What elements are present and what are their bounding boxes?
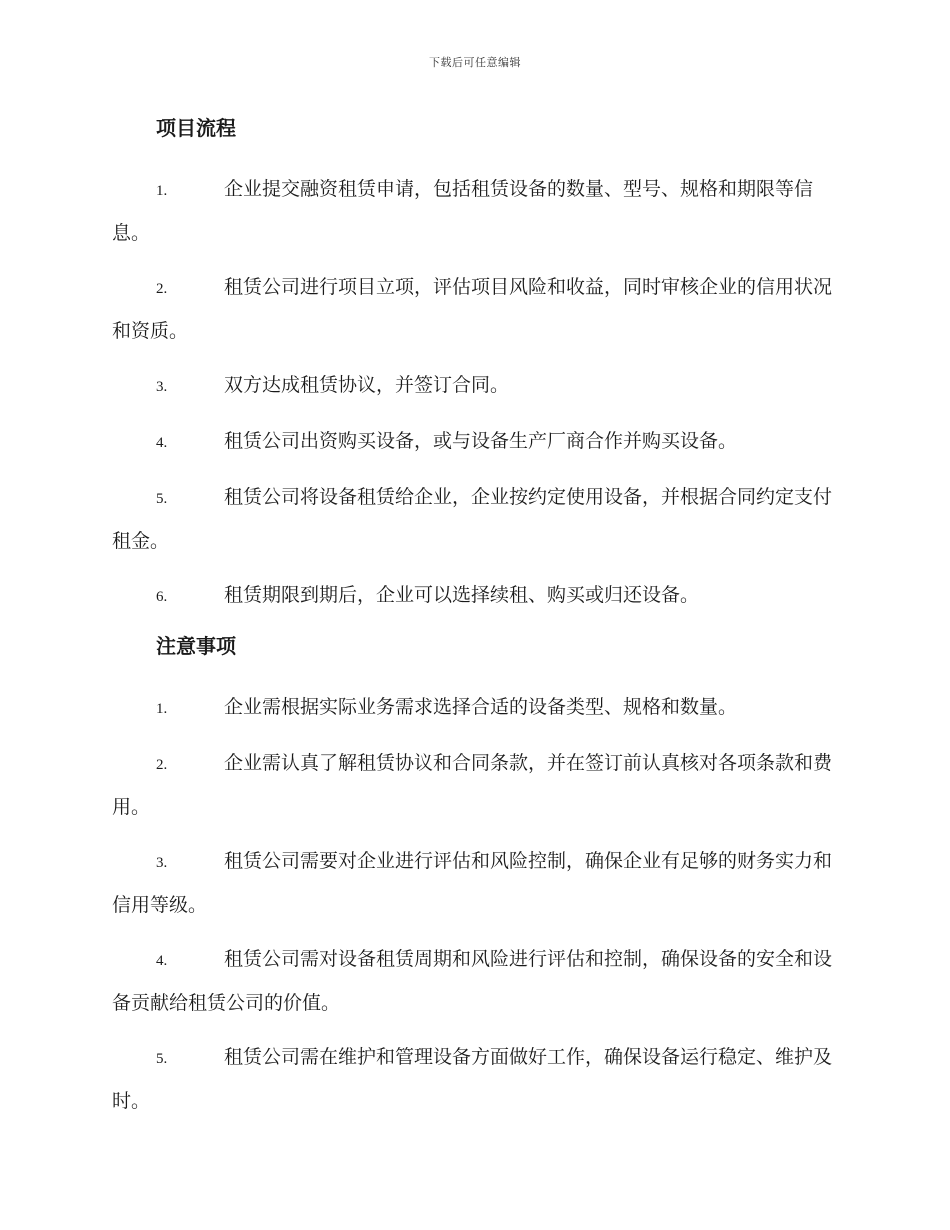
- item-text: 租赁公司需要对企业进行评估和风险控制，确保企业有足够的财务实力和信用等级。: [112, 850, 833, 916]
- list-item: [112, 938, 840, 1024]
- section-process: [112, 112, 840, 618]
- item-text: 租赁期限到期后，企业可以选择续租、购买或归还设备。: [224, 584, 700, 606]
- section-heading: 注意事项: [156, 634, 236, 658]
- list-item: [112, 476, 840, 562]
- item-text: 企业提交融资租赁申请，包括租赁设备的数量、型号、规格和期限等信息。: [112, 178, 814, 244]
- item-text: 租赁公司需在维护和管理设备方面做好工作，确保设备运行稳定、维护及时。: [112, 1046, 833, 1112]
- document-body: [112, 112, 840, 1134]
- item-number: 1.: [156, 183, 168, 199]
- item-text: 企业需认真了解租赁协议和合同条款，并在签订前认真核对各项条款和费用。: [112, 752, 833, 818]
- item-number: 2.: [156, 757, 168, 773]
- list-item: [112, 420, 840, 464]
- item-number: 6.: [156, 589, 168, 605]
- item-number: 4.: [156, 953, 168, 969]
- item-text: 企业需根据实际业务需求选择合适的设备类型、规格和数量。: [224, 696, 738, 718]
- item-number: 5.: [156, 491, 168, 507]
- item-text: 租赁公司将设备租赁给企业，企业按约定使用设备，并根据合同约定支付租金。: [112, 486, 833, 552]
- item-text: 租赁公司需对设备租赁周期和风险进行评估和控制，确保设备的安全和设备贡献给租赁公司的价值。: [112, 948, 833, 1014]
- page-header: 下载后可任意编辑: [429, 56, 521, 69]
- list-item: [112, 574, 840, 618]
- item-number: 4.: [156, 435, 168, 451]
- item-number: 3.: [156, 855, 168, 871]
- item-text: 租赁公司出资购买设备，或与设备生产厂商合作并购买设备。: [224, 430, 738, 452]
- list-item: [112, 364, 840, 408]
- section-heading: 项目流程: [156, 116, 236, 140]
- item-text: 双方达成租赁协议，并签订合同。: [224, 374, 510, 396]
- list-item: [112, 840, 840, 926]
- list-item: [112, 168, 840, 254]
- item-text: 租赁公司进行项目立项，评估项目风险和收益，同时审核企业的信用状况和资质。: [112, 276, 833, 342]
- item-number: 3.: [156, 379, 168, 395]
- item-number: 2.: [156, 281, 168, 297]
- list-item: [112, 266, 840, 352]
- section-notes: [112, 630, 840, 1122]
- list-item: [112, 1036, 840, 1122]
- list-item: [112, 742, 840, 828]
- item-number: 5.: [156, 1051, 168, 1067]
- item-number: 1.: [156, 701, 168, 717]
- list-item: [112, 686, 840, 730]
